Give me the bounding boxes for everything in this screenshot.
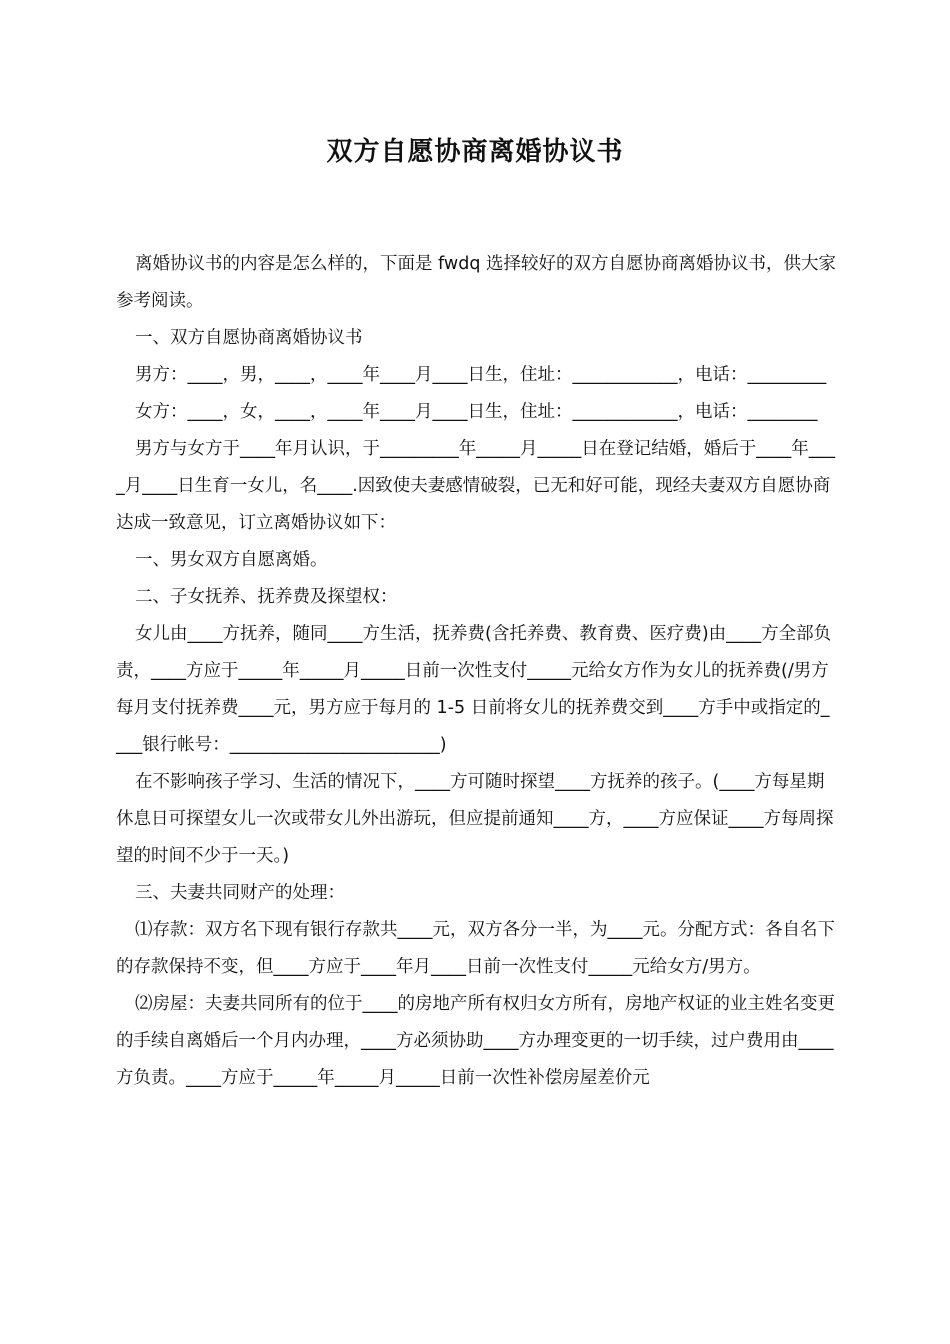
section-heading: 一、双方自愿协商离婚协议书 (135, 328, 363, 348)
clause-child-support-heading: 二、子女抚养、抚养费及探望权： (135, 587, 398, 607)
female-party-line: 女方：____，女，____，____年____月____日生，住址：____________，电话：________ (135, 402, 818, 422)
marriage-background-paragraph: 男方与女方于____年月认识，于_________年_____月_____日在登记结婚，婚后于____年____月____日生育一女儿，名____.因致使夫妻感情破裂，已无和好可能，现经夫妻双方自愿协商达成一致意见，订立离婚协议如下： (116, 439, 835, 533)
clause-property-heading: 三、夫妻共同财产的处理： (135, 883, 345, 903)
clause-voluntary-divorce: 一、男女双方自愿离婚。 (135, 550, 328, 570)
document-title: 双方自愿协商离婚协议书 (326, 137, 624, 167)
child-custody-paragraph: 女儿由____方抚养，随同____方生活，抚养费(含托养费、教育费、医疗费)由____方全部负责，____方应于_____年_____月_____日前一次性支付_____元给女方作为女儿的抚养费(/男方每月支付抚养费____元，男方应于每月的 1-5 日前将女儿的抚养费交到____方手中或指定的____银行帐号：________________________) (116, 624, 832, 755)
visitation-paragraph: 在不影响孩子学习、生活的情况下，____方可随时探望____方抚养的孩子。(____方每星期休息日可探望女儿一次或带女儿外出游玩，但应提前通知____方，____方应保证____方每周探望的时间不少于一天。) (116, 772, 834, 866)
savings-paragraph: ⑴存款：双方名下现有银行存款共____元，双方各分一半，为____元。分配方式：各自名下的存款保持不变，但____方应于____年月____日前一次性支付_____元给女方/男方。 (116, 920, 835, 977)
document-body (116, 246, 838, 1097)
male-party-line: 男方：____，男，____，____年____月____日生，住址：____________，电话：_________ (135, 365, 827, 385)
intro-paragraph: 离婚协议书的内容是怎么样的，下面是 fwdq 选择较好的双方自愿协商离婚协议书，供大家参考阅读。 (116, 254, 837, 311)
house-paragraph: ⑵房屋：夫妻共同所有的位于____的房地产所有权归女方所有，房地产权证的业主姓名变更的手续自离婚后一个月内办理，____方必须协助____方办理变更的一切手续，过户费用由____方负责。____方应于_____年_____月_____日前一次性补偿房屋差价元 (116, 994, 835, 1088)
